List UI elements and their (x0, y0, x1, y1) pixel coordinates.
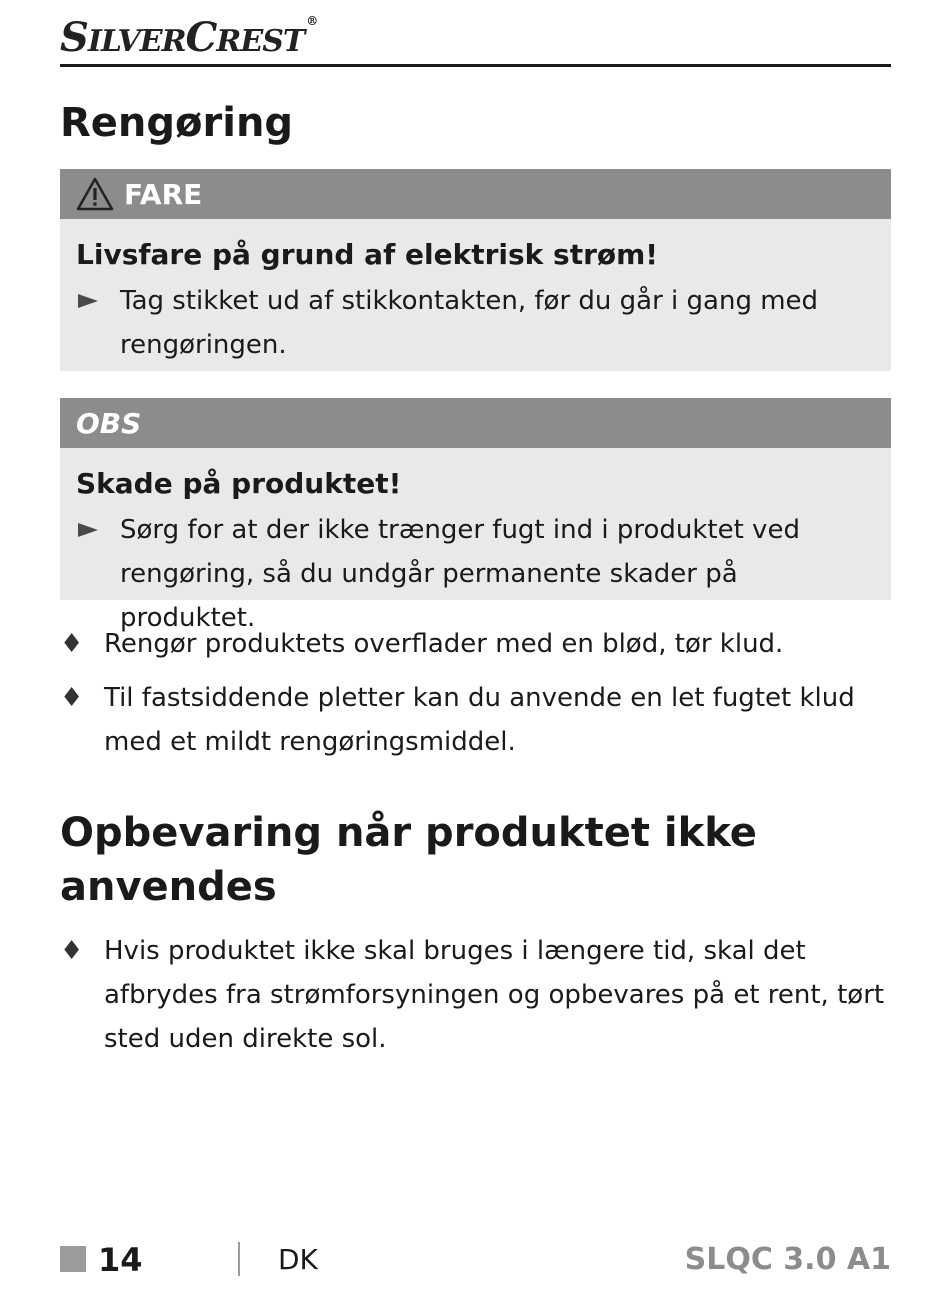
language-code: DK (278, 1243, 318, 1276)
brand-logo: SILVERCREST® (60, 14, 318, 61)
notice-label: OBS (76, 406, 142, 440)
diamond-bullet-icon: ♦ (60, 629, 84, 659)
danger-label: FARE (124, 177, 203, 211)
list-item-text: Hvis produktet ikke skal bruges i længere tid, skal det afbrydes fra strømforsyningen og opbevares på et rent, tørt sted uden direkte sol. (104, 936, 885, 1054)
list-item-text: Rengør produktets overflader med en blød, tør klud. (104, 629, 784, 659)
diamond-bullet-icon: ♦ (60, 683, 84, 713)
section-heading-cleaning: Rengøring (60, 100, 294, 146)
warning-triangle-icon (76, 177, 114, 211)
footer-separator (238, 1242, 240, 1276)
notice-box (60, 398, 891, 633)
cleaning-bullet-list (60, 622, 891, 774)
page-number: 14 (98, 1241, 143, 1279)
notice-title: Skade på produktet! (76, 467, 402, 500)
danger-warning-box (60, 169, 891, 371)
danger-instruction-text: Tag stikket ud af stikkontakten, før du går i gang med rengøringen. (120, 286, 819, 360)
notice-label-bar (60, 398, 891, 448)
list-item (60, 929, 891, 1061)
list-item (60, 622, 891, 666)
list-item-text: Til fastsiddende pletter kan du anvende en let fugtet klud med et mildt rengøringsmiddel. (104, 683, 855, 757)
notice-instruction-text: Sørg for at der ikke trænger fugt ind i produktet ved rengøring, så du undgår permanente skader på produktet. (120, 515, 800, 633)
arrow-right-icon (78, 523, 98, 537)
danger-instruction (76, 279, 875, 367)
model-number: SLQC 3.0 A1 (684, 1242, 891, 1277)
danger-title: Livsfare på grund af elektrisk strøm! (76, 238, 659, 271)
page-footer (60, 1238, 891, 1282)
arrow-right-icon (78, 294, 98, 308)
danger-label-bar (60, 169, 891, 219)
notice-instruction (76, 508, 875, 640)
diamond-bullet-icon: ♦ (60, 936, 84, 966)
header-divider (60, 64, 891, 67)
storage-bullet-list (60, 929, 891, 1071)
list-item (60, 676, 891, 764)
footer-square-icon (60, 1246, 86, 1272)
section-heading-storage: Opbevaring når produktet ikke anvendes (60, 810, 757, 910)
